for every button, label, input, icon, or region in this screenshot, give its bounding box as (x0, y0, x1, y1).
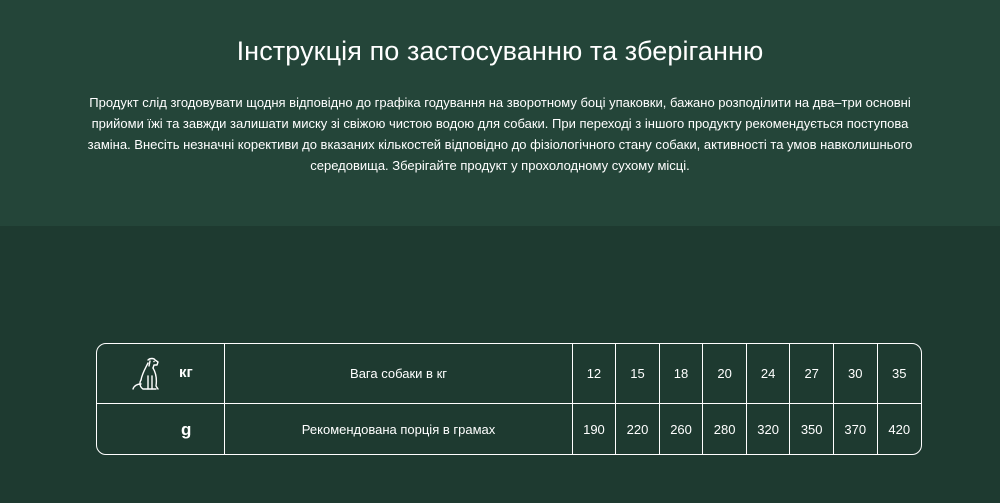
portion-value: 420 (888, 421, 911, 437)
portion-row-label: Рекомендована порція в грамах (225, 403, 572, 455)
weight-value: 30 (834, 344, 878, 403)
instructions-description: Продукт слід згодовувати щодня відповідно до графіка годування на зворотному боці упаковки, бажано розподілити на два–три основні прийоми їжі та завжди залишати миску зі свіжою чистою водою для собаки. При переході з іншого продукту рекомендується поступова заміна. Внесіть незначні корективи до вказаних кількостей відповідно до фізіологічного стану собаки, активності та умов навколишнього середовища. Зберігайте продукт у прохолодному сухому місці. (87, 95, 913, 173)
weight-value: 20 (703, 344, 747, 403)
portion-value: 280 (703, 403, 747, 455)
weight-row (97, 344, 921, 404)
portion-value: 350 (790, 403, 834, 455)
portion-value: 190 (573, 403, 617, 455)
weight-unit-cell (97, 344, 225, 403)
portion-value: 220 (616, 403, 660, 455)
page-title: Інструкція по застосуванню та зберіганню (236, 36, 764, 66)
portion-unit-label: g (181, 420, 192, 439)
portion-unit-cell (97, 403, 225, 455)
weight-value: 12 (573, 344, 617, 403)
weight-value: 24 (747, 344, 791, 403)
portion-value: 370 (834, 403, 878, 455)
sitting-dog-icon (130, 356, 162, 392)
portion-value: 260 (660, 403, 704, 455)
feeding-table (96, 343, 922, 455)
instructions-section (0, 0, 1000, 226)
weight-value: 18 (660, 344, 704, 403)
weight-value: 15 (616, 344, 660, 403)
weight-unit-label: кг (179, 364, 193, 381)
weight-row-label: Вага собаки в кг (225, 344, 572, 403)
weight-value: 27 (790, 344, 834, 403)
weight-value: 35 (892, 366, 907, 381)
portion-value: 320 (747, 403, 791, 455)
portion-row (97, 403, 921, 455)
